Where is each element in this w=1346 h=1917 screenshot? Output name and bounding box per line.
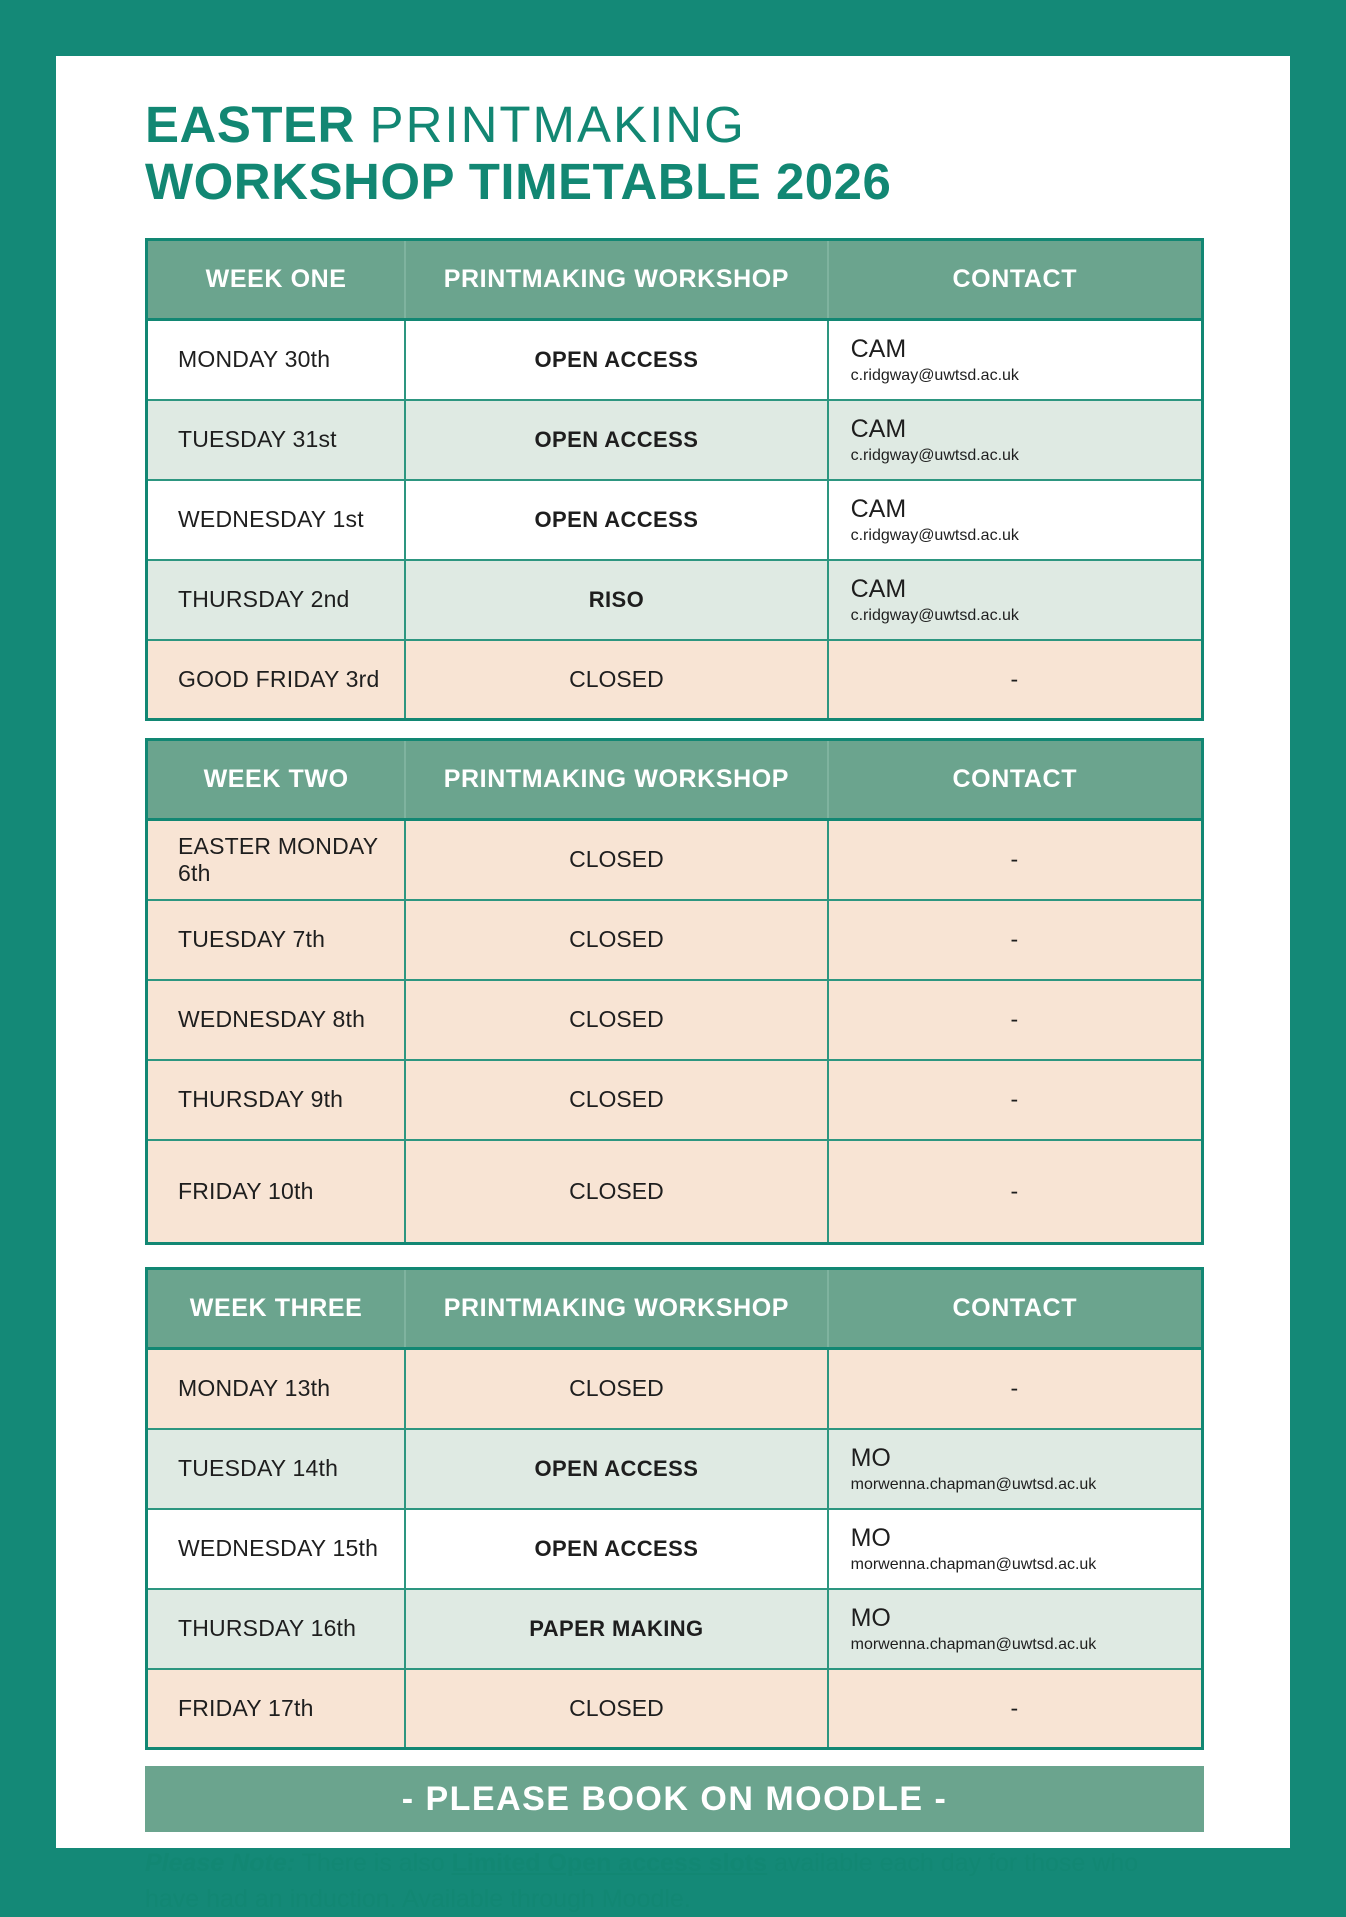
table-row [147,1349,1203,1429]
contact-name: CAM [850,495,907,524]
table-row [147,820,1203,900]
day-cell: THURSDAY 2nd [147,560,406,640]
contact-dash-cell: - [828,1349,1203,1429]
week-header: WEEK ONE [147,240,406,320]
workshop-cell: OPEN ACCESS [405,1509,827,1589]
contact-dash-cell: - [828,820,1203,900]
day-cell: WEDNESDAY 8th [147,980,406,1060]
day-cell: GOOD FRIDAY 3rd [147,640,406,720]
day-cell: THURSDAY 16th [147,1589,406,1669]
contact-email: c.ridgway@uwtsd.ac.uk [850,447,1019,465]
workshop-cell: OPEN ACCESS [405,480,827,560]
week-one-table-host [145,238,1204,721]
note-prefix: Please Note: [145,1849,296,1878]
day-cell: EASTER MONDAY 6th [147,820,406,900]
contact-dash-cell: - [828,640,1203,720]
day-cell: FRIDAY 10th [147,1140,406,1244]
day-cell: FRIDAY 17th [147,1669,406,1749]
note-after: available each day for those who have had an induction. Available through Moodle. [145,1849,1139,1913]
table-row [147,1140,1203,1244]
contact-cell [828,560,1203,640]
table-row [147,480,1203,560]
please-note-text [145,1846,1175,1917]
workshop-header: PRINTMAKING WORKSHOP [405,740,827,820]
workshop-cell: CLOSED [405,900,827,980]
table-row [147,1509,1203,1589]
contact-header: CONTACT [828,740,1203,820]
workshop-cell: OPEN ACCESS [405,1429,827,1509]
contact-email: c.ridgway@uwtsd.ac.uk [850,527,1019,545]
contact-name: CAM [850,335,907,364]
table-row [147,1669,1203,1749]
banner-label: - PLEASE BOOK ON MOODLE - [401,1779,948,1818]
contact-cell [828,1429,1203,1509]
day-cell: TUESDAY 14th [147,1429,406,1509]
note-before: There is also [295,1849,452,1878]
contact-dash-cell: - [828,1669,1203,1749]
contact-name: CAM [850,415,907,444]
workshop-header: PRINTMAKING WORKSHOP [405,240,827,320]
title-printmaking: PRINTMAKING [369,96,746,153]
contact-cell [828,1509,1203,1589]
day-cell: MONDAY 30th [147,320,406,400]
workshop-cell: CLOSED [405,1669,827,1749]
workshop-header: PRINTMAKING WORKSHOP [405,1269,827,1349]
contact-name: MO [850,1604,891,1633]
day-cell: TUESDAY 7th [147,900,406,980]
table-row [147,400,1203,480]
contact-cell [828,400,1203,480]
table-row [147,1589,1203,1669]
contact-dash-cell: - [828,1140,1203,1244]
week-two-table-host [145,738,1204,1245]
title-line2: WORKSHOP TIMETABLE 2026 [145,153,892,211]
page-title [145,96,1204,210]
workshop-cell: CLOSED [405,640,827,720]
contact-name: MO [850,1444,891,1473]
book-on-moodle-banner [145,1766,1204,1832]
table-row [147,1429,1203,1509]
day-cell: MONDAY 13th [147,1349,406,1429]
contact-email: c.ridgway@uwtsd.ac.uk [850,367,1019,385]
workshop-cell: CLOSED [405,1140,827,1244]
timetable-week-2 [145,738,1204,1245]
table-row [147,640,1203,720]
contact-cell [828,480,1203,560]
workshop-cell: OPEN ACCESS [405,400,827,480]
day-cell: THURSDAY 9th [147,1060,406,1140]
table-row [147,900,1203,980]
contact-name: MO [850,1524,891,1553]
contact-dash-cell: - [828,900,1203,980]
contact-dash-cell: - [828,980,1203,1060]
timetable-week-1 [145,238,1204,721]
day-cell: WEDNESDAY 15th [147,1509,406,1589]
contact-email: c.ridgway@uwtsd.ac.uk [850,607,1019,625]
contact-email: morwenna.chapman@uwtsd.ac.uk [850,1556,1097,1574]
contact-email: morwenna.chapman@uwtsd.ac.uk [850,1636,1097,1654]
workshop-cell: CLOSED [405,1060,827,1140]
contact-header: CONTACT [828,1269,1203,1349]
table-row [147,320,1203,400]
contact-email: morwenna.chapman@uwtsd.ac.uk [850,1476,1097,1494]
workshop-cell: CLOSED [405,980,827,1060]
workshop-cell: OPEN ACCESS [405,320,827,400]
contact-header: CONTACT [828,240,1203,320]
note-highlight: Limited Open access slots [451,1849,768,1878]
week-three-table-host [145,1267,1204,1750]
timetable-week-3 [145,1267,1204,1750]
table-row [147,1060,1203,1140]
day-cell: WEDNESDAY 1st [147,480,406,560]
header-row [147,1269,1203,1349]
contact-dash-cell: - [828,1060,1203,1140]
header-row [147,240,1203,320]
contact-cell [828,1589,1203,1669]
title-easter: EASTER [145,96,355,153]
workshop-cell: RISO [405,560,827,640]
week-header: WEEK THREE [147,1269,406,1349]
table-row [147,980,1203,1060]
table-row [147,560,1203,640]
contact-cell [828,320,1203,400]
day-cell: TUESDAY 31st [147,400,406,480]
poster-sheet [56,56,1290,1913]
workshop-cell: PAPER MAKING [405,1589,827,1669]
week-header: WEEK TWO [147,740,406,820]
workshop-cell: CLOSED [405,820,827,900]
contact-name: CAM [850,575,907,604]
workshop-cell: CLOSED [405,1349,827,1429]
header-row [147,740,1203,820]
